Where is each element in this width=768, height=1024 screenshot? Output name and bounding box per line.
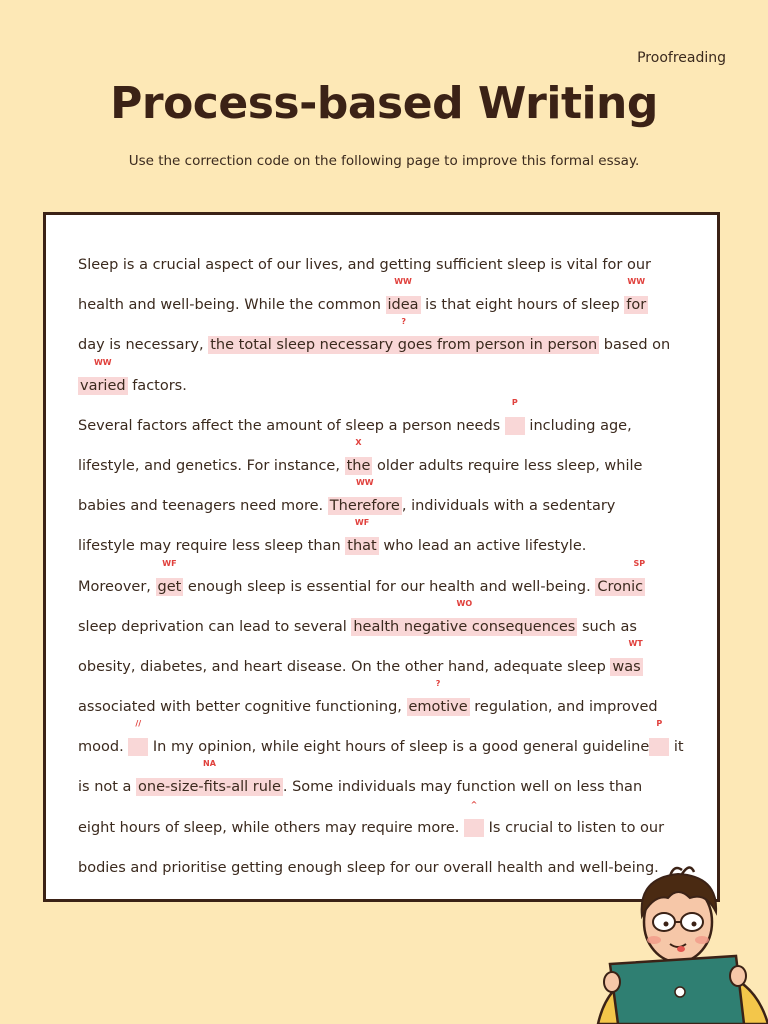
error-highlight: was WT [612, 638, 643, 675]
essay-line: Moreover, get WF enough sleep is essential for our health and well-being. Cronic SP [78, 558, 646, 595]
error-highlight: that WF [347, 518, 377, 555]
missing-paragraph-marker [128, 719, 148, 756]
missing-punctuation-marker [505, 397, 525, 435]
correction-code: P [511, 397, 518, 407]
correction-code: WW [627, 277, 646, 287]
error-highlight: Cronic SP [597, 558, 646, 595]
essay-line: health and well-being. While the common idea WW is that eight hours of sleep for WW [78, 277, 647, 314]
error-highlight: health negative consequences WO [353, 598, 576, 635]
section-label: Proofreading [637, 50, 726, 66]
error-highlight: idea WW [387, 277, 419, 314]
correction-code: NA [203, 759, 216, 769]
essay-line: is not a one-size-fits-all rule NA . Some individuals may function well on less than [78, 759, 643, 796]
error-highlight: emotive ? [408, 679, 468, 716]
error-highlight: the total sleep necessary goes from person in person ? [210, 317, 598, 354]
correction-code: WW [394, 277, 412, 287]
correction-code: SP [633, 558, 646, 568]
error-highlight: Therefore WW [329, 478, 400, 515]
page-title: Process-based Writing [110, 78, 658, 129]
student-laptop-illustration [578, 864, 768, 1024]
instructions: Use the correction code on the following page to improve this formal essay. [128, 153, 640, 169]
essay-line: mood. // In my opinion, while eight hours of sleep is a good general guideline P it [78, 719, 684, 756]
correction-code: P [656, 719, 663, 729]
essay-card [43, 212, 720, 902]
missing-word-marker [464, 799, 484, 837]
error-highlight: get WF [157, 558, 182, 595]
error-highlight: one-size-fits-all rule NA [138, 759, 281, 796]
essay-line: babies and teenagers need more. Therefore WW , individuals with a sedentary [78, 478, 616, 515]
essay-line: lifestyle, and genetics. For instance, the X older adults require less sleep, while [78, 437, 643, 474]
correction-code: // [135, 719, 142, 729]
correction-code: WT [628, 638, 643, 648]
essay-line: associated with better cognitive functioning, emotive ? regulation, and improved [78, 679, 658, 716]
correction-code: X [355, 437, 362, 447]
correction-code: WO [456, 598, 473, 608]
correction-code: WF [162, 558, 177, 568]
essay-text [78, 245, 698, 888]
essay-line: varied WW factors. [80, 357, 187, 394]
error-highlight: for WW [626, 277, 647, 314]
essay-line: day is necessary, the total sleep necessary goes from person in person ? based on [78, 317, 671, 354]
essay-line: Several factors affect the amount of sleep a person needs P including age, [78, 397, 632, 434]
correction-code: ^ [470, 799, 478, 809]
essay-line: Sleep is a crucial aspect of our lives, and getting sufficient sleep is vital for our [78, 257, 652, 273]
essay-line: obesity, diabetes, and heart disease. On the other hand, adequate sleep was WT [78, 638, 643, 675]
correction-code: ? [401, 317, 407, 327]
essay-line: eight hours of sleep, while others may require more. ^ Is crucial to listen to our [78, 799, 665, 836]
essay-line: bodies and prioritise getting enough sleep for our overall health and well-being. [78, 859, 659, 876]
correction-code: ? [435, 679, 441, 689]
error-highlight: the X [346, 437, 371, 474]
essay-line: sleep deprivation can lead to several health negative consequences WO such as [78, 598, 637, 635]
correction-code: WF [354, 518, 370, 528]
error-highlight: varied WW [80, 357, 126, 394]
essay-line: lifestyle may require less sleep than that WF who lead an active lifestyle. [78, 518, 587, 555]
correction-code: WW [355, 478, 374, 488]
missing-punctuation-marker [649, 719, 669, 756]
correction-code: WW [93, 357, 112, 367]
